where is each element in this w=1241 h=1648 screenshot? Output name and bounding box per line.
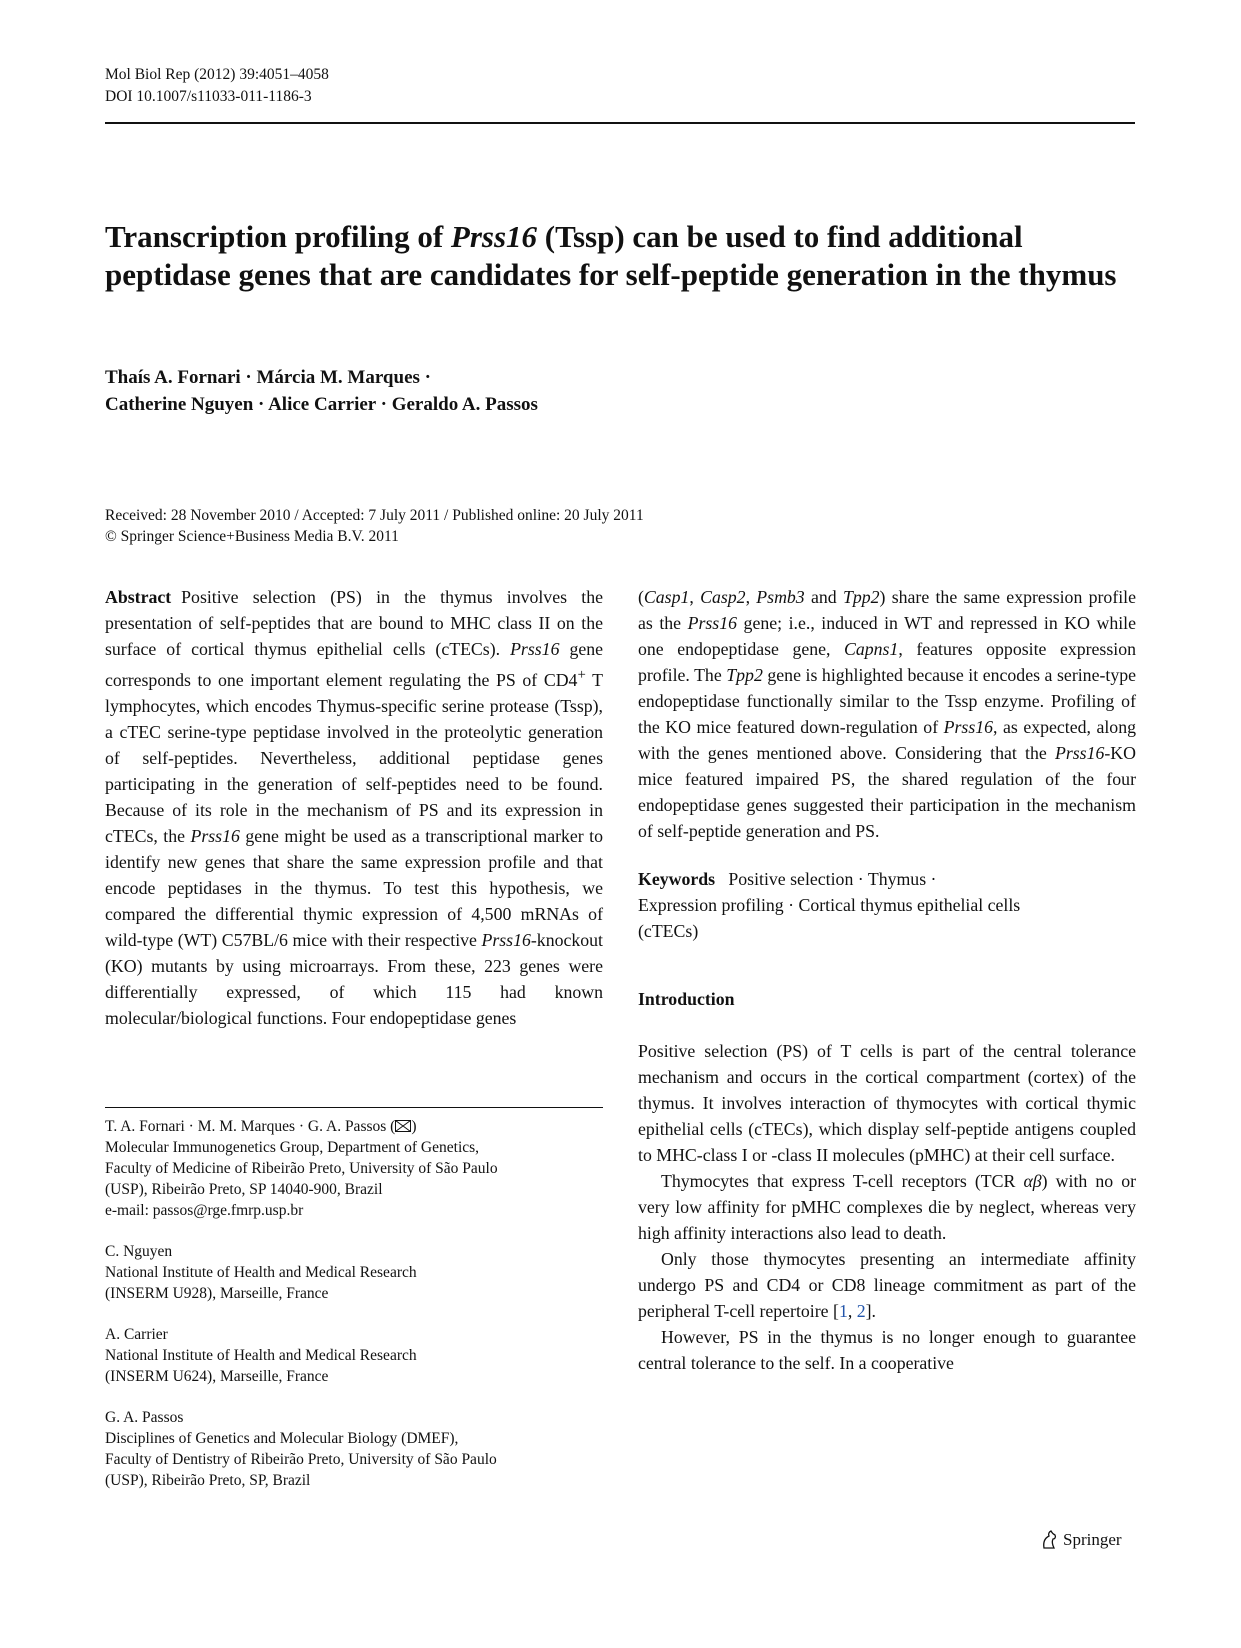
- affiliation-block: T. A. Fornari · M. M. Marques · G. A. Passos ( ) Molecular Immunogenetics Group, Department of Genetics, Faculty of Medicine of Ribeirão Preto, University of São Paulo (USP), Ribeirão Preto, SP 14040-900, Brazil e-mail: passos@rge.fmrp.usp.br: [105, 1116, 603, 1221]
- history-dates: Received: 28 November 2010 / Accepted: 7 July 2011 / Published online: 20 July 2011: [105, 507, 644, 524]
- keywords-heading: Keywords: [638, 869, 716, 889]
- affiliation-block: A. Carrier National Institute of Health and Medical Research (INSERM U624), Marseille, France: [105, 1326, 417, 1385]
- citation-link[interactable]: 1: [838, 1301, 848, 1321]
- keywords: Keywords Positive selection · Thymus · Expression profiling · Cortical thymus epithelial cells (cTECs): [638, 869, 1021, 941]
- abstract-text: Abstract Positive selection (PS) in the thymus involves the presentation of self-peptides that are bound to MHC class II on the surface of cortical thymus epithelial cells (cTECs). Prss16 gene corresponds to one important element regulating the PS of CD4+ T lymphocytes, which encodes Thymus-specific serine protease (Tssp), a cTEC serine-type peptidase involved in the proteolytic generation of self-peptides. Nevertheless, additional peptidase genes participating in the generation of self-peptides need to be found. Because of its role in the mechanism of PS and its expression in cTECs, the Prss16 gene might be used as a transcriptional marker to identify new genes that share the same expression profile and that encode peptidases in the thymus. To test this hypothesis, we compared the differential thymic expression of 4,500 mRNAs of wild-type (WT) C57BL/6 mice with their respective Prss16-knockout (KO) mutants by using microarrays. From these, 223 genes were differentially expressed, of which 115 had known molecular/biological functions. Four endopeptidase genes: [105, 587, 604, 1028]
- publisher-name: Springer: [1063, 1530, 1122, 1549]
- abstract-left-column: [105, 584, 603, 1031]
- header-rule: [105, 122, 1135, 124]
- intro-paragraph: Thymocytes that express T-cell receptors (TCR αβ) with no or very low affinity for pMHC complexes die by neglect, whereas very high affinity interactions also lead to death.: [638, 1171, 1137, 1243]
- publication-dates: [105, 505, 644, 547]
- footnote-rule: [105, 1107, 603, 1108]
- abstract-continued: (Casp1, Casp2, Psmb3 and Tpp2) share the same expression profile as the Prss16 gene; i.e., induced in WT and repressed in KO while one endopeptidase gene, Capns1, features opposite expression profile. The Tpp2 gene is highlighted because it encodes a serine-type endopeptidase functionally similar to the Tssp enzyme. Profiling of the KO mice featured down-regulation of Prss16, as expected, along with the genes mentioned above. Considering that the Prss16-KO mice featured impaired PS, the shared regulation of the four endopeptidase genes suggested their participation in the mechanism of self-peptide generation and PS.: [638, 587, 1137, 841]
- affiliations: [105, 1116, 603, 1511]
- intro-paragraph: Only those thymocytes presenting an intermediate affinity undergo PS and CD4 or CD8 lineage commitment as part of the peripheral T-cell repertoire [1, 2].: [638, 1249, 1136, 1321]
- affiliation-block: G. A. Passos Disciplines of Genetics and Molecular Biology (DMEF), Faculty of Dentistry of Ribeirão Preto, University of São Paulo (USP), Ribeirão Preto, SP, Brazil: [105, 1409, 497, 1489]
- author-line: Thaís A. Fornari · Márcia M. Marques ·: [105, 367, 431, 388]
- affiliation-block: C. Nguyen National Institute of Health and Medical Research (INSERM U928), Marseille, France: [105, 1243, 417, 1302]
- envelope-icon: [395, 1120, 411, 1132]
- springer-horse-icon: [1040, 1530, 1058, 1550]
- email[interactable]: e-mail: passos@rge.fmrp.usp.br: [105, 1202, 304, 1219]
- copyright: © Springer Science+Business Media B.V. 2011: [105, 528, 399, 545]
- author-line: Catherine Nguyen · Alice Carrier · Geraldo A. Passos: [105, 394, 538, 415]
- doi: DOI 10.1007/s11033-011-1186-3: [105, 88, 312, 105]
- section-heading-introduction: Introduction: [638, 989, 735, 1009]
- abstract-heading: Abstract: [105, 587, 172, 607]
- right-column: [638, 584, 1136, 1376]
- author-list: [105, 364, 538, 418]
- paper-title: Transcription profiling of Prss16 (Tssp) can be used to find additional peptidase genes that are candidates for self-peptide generation in the thymus: [105, 219, 1117, 292]
- running-head: [105, 64, 329, 108]
- citation-link[interactable]: 2: [856, 1301, 866, 1321]
- journal-citation: Mol Biol Rep (2012) 39:4051–4058: [105, 66, 329, 83]
- intro-paragraph: Positive selection (PS) of T cells is part of the central tolerance mechanism and occurs in the cortical compartment (cortex) of the thymus. It involves interaction of thymocytes with cortical thymic epithelial cells (cTECs), which display self-peptide antigens coupled to MHC-class I or -class II molecules (pMHC) at their cell surface.: [638, 1041, 1136, 1165]
- publisher-logo: [1040, 1530, 1122, 1550]
- intro-paragraph: However, PS in the thymus is no longer enough to guarantee central tolerance to the self. In a cooperative: [638, 1327, 1136, 1373]
